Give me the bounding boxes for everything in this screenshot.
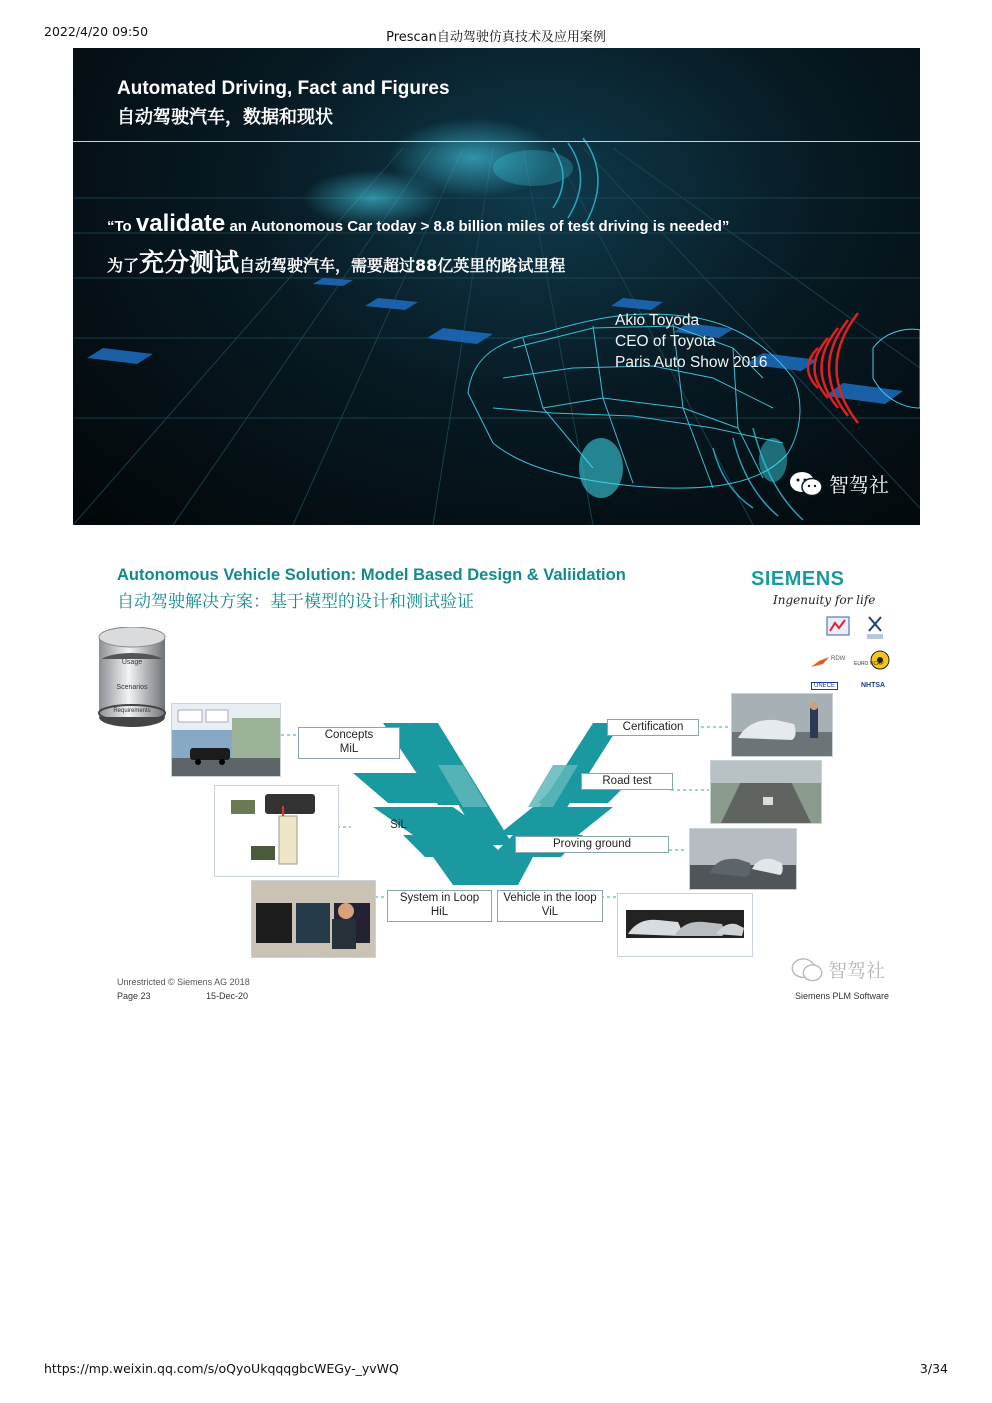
road-test-scene-graphic [711,761,821,823]
stage-sil-label: SiL [390,819,407,831]
stage-proving-ground-label: Proving ground [553,838,631,850]
print-header [44,22,948,45]
certification-scene-graphic [732,694,832,756]
photo-vil-cars [617,893,753,957]
wechat-icon [789,471,823,497]
quote-zh-emphasis: 充分测试 [139,248,240,277]
stage-system-in-loop-label: System in Loop [399,892,480,904]
quote-zh-pre: 为了 [107,256,140,275]
quote-attribution [615,310,768,373]
photo-hil-lab [251,880,376,958]
proving-ground-scene-graphic [690,829,796,889]
watermark-text: 智驾社 [828,960,886,982]
siemens-tagline: Ingenuity for life [773,593,876,607]
slide-automated-driving-facts [73,48,920,525]
slide1-title-zh: 自动驾驶汽车，数据和现状 [117,107,333,128]
quote-en-pre: “To [107,218,136,235]
siemens-logo: SIEMENS [751,568,845,590]
slide2-company: Siemens PLM Software [795,991,890,1001]
stage-concepts-label: Concepts [324,729,374,741]
slide1-divider [73,141,920,142]
nhtsa-label: NHTSA [861,682,886,689]
euroncap-label: EURO NCAP [854,661,884,667]
sil-scene-graphic [215,786,338,876]
slide-model-based-design [73,545,920,1015]
db-label-requirements: Requirements [113,708,151,714]
slide2-page-number: Page 23 [117,991,151,1001]
stage-sil [351,818,446,832]
vil-scene-graphic [618,894,752,956]
photo-proving-ground [689,828,797,890]
quote-en-emphasis: validate [135,210,226,237]
slide2-classification: Unrestricted © Siemens AG 2018 [117,977,250,987]
print-doc-title: Prescan自动驾驶仿真技术及应用案例 [386,30,606,45]
print-page-counter: 3/34 [919,1361,948,1376]
print-footer [44,1361,948,1379]
stage-vil-label: ViL [541,906,559,918]
photo-sil-setup [214,785,339,877]
hil-scene-graphic [252,881,375,957]
slide2-date: 15-Dec-20 [206,991,249,1001]
slide2-title-zh: 自动驾驶解决方案：基于模型的设计和测试验证 [117,592,474,612]
unece-label: UNECE [811,682,838,690]
quote-en [107,210,729,238]
quote-zh [107,243,565,279]
stage-hil [387,890,492,922]
author-event: Paris Auto Show 2016 [615,354,768,371]
stage-vehicle-in-loop-label: Vehicle in the loop [503,892,597,904]
stage-proving-ground [515,836,669,853]
stage-road-test [581,773,673,790]
photo-certification [731,693,833,757]
rdw-label: RDW [831,656,846,662]
print-datetime: 2022/4/20 09:50 [44,24,149,39]
stage-vil [497,890,603,922]
stage-mil-label: MiL [339,743,359,755]
stage-certification-label: Certification [622,721,684,733]
slide1-watermark [789,469,889,498]
wechat-icon [791,958,823,982]
quote-en-post: an Autonomous Car today > 8.8 billion miles of test driving is needed” [225,218,730,235]
stage-road-test-label: Road test [602,775,652,787]
print-url: https://mp.weixin.qq.com/s/oQyoUkqqqgbcWEGy-_yvWQ [44,1361,399,1376]
stage-hil-label: HiL [430,906,449,918]
mil-scene-graphic [172,704,280,776]
author-role: CEO of Toyota [615,333,716,350]
slide2-title-en: Autonomous Vehicle Solution: Model Based Design & Valiidation [117,566,626,584]
stage-certification [607,719,699,736]
slide1-title-en: Automated Driving, Fact and Figures [117,78,450,99]
watermark-text: 智驾社 [829,473,889,497]
db-label-scenarios: Scenarios [116,684,148,691]
quote-zh-post: 自动驾驶汽车，需要超过88亿英里的路试里程 [239,256,566,275]
author-name: Akio Toyoda [615,312,700,329]
slide2-watermark [791,956,885,983]
photo-road-test [710,760,822,824]
stage-concepts-mil [298,727,400,759]
db-label-usage: Usage [121,659,143,666]
photo-mil-simulation [171,703,281,777]
